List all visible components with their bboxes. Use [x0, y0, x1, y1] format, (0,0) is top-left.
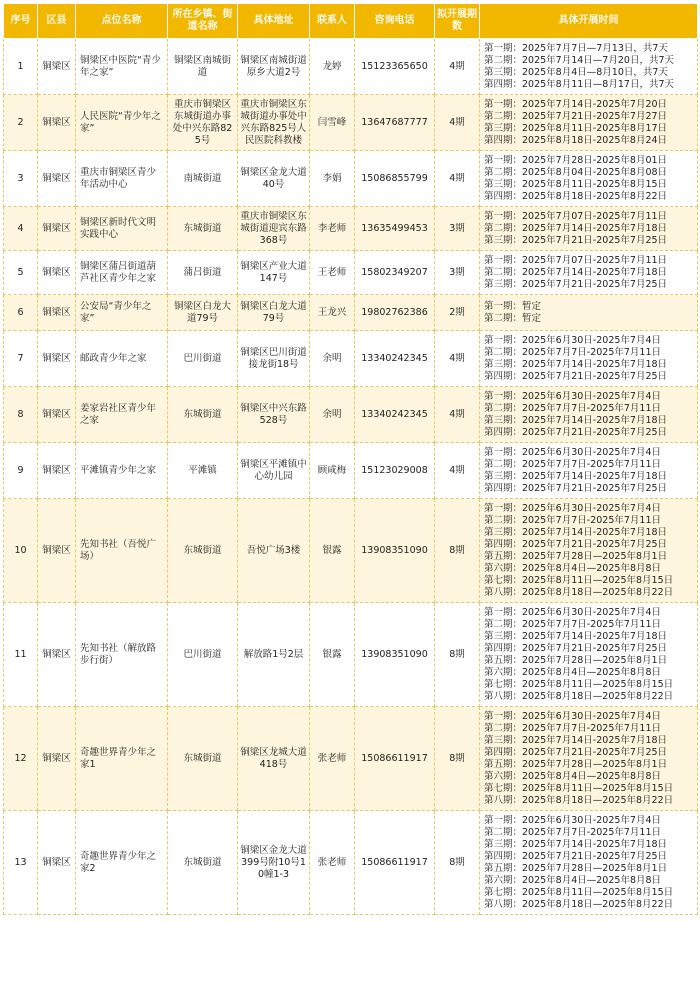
- schedule-line: 第四期：2025年8月11日—8月17日，共7天: [484, 78, 674, 90]
- cell-seq: 12: [4, 707, 38, 811]
- cell-phone: 13908351090: [355, 603, 435, 707]
- cell-contact: 王龙兴: [310, 295, 355, 331]
- table-row: [4, 499, 698, 603]
- cell-address: 铜梁区金龙大道40号: [238, 151, 310, 207]
- schedule-line: 第三期：2025年7月21日-2025年7月25日: [484, 234, 668, 246]
- schedule-line: 第一期：2025年6月30日-2025年7月4日: [484, 606, 662, 618]
- cell-contact: 闫雪峰: [310, 95, 355, 151]
- header-address: 具体地址: [238, 4, 310, 39]
- schedule-line: 第二期：2025年7月7日-2025年7月11日: [484, 458, 662, 470]
- cell-schedule: [480, 443, 698, 499]
- cell-phone: 15123365650: [355, 39, 435, 95]
- schedule-line: 第三期：2025年7月14日-2025年7月18日: [484, 838, 668, 850]
- cell-phone: 13908351090: [355, 499, 435, 603]
- schedule-line: 第二期：2025年7月7日-2025年7月11日: [484, 826, 662, 838]
- table-row: [4, 443, 698, 499]
- cell-address: 重庆市铜梁区东城街道迎宾东路368号: [238, 207, 310, 251]
- schedule-line: 第八期：2025年8月18日—2025年8月22日: [484, 690, 674, 702]
- cell-seq: 5: [4, 251, 38, 295]
- cell-phone: 15086855799: [355, 151, 435, 207]
- cell-periods: 4期: [435, 443, 480, 499]
- cell-periods: 8期: [435, 811, 480, 915]
- schedule-table: [3, 3, 698, 915]
- schedule-line: 第二期：2025年8月04日-2025年8月08日: [484, 166, 668, 178]
- schedule-line: 第二期：2025年7月7日-2025年7月11日: [484, 722, 662, 734]
- cell-contact: 余明: [310, 387, 355, 443]
- cell-contact: 顾咸梅: [310, 443, 355, 499]
- schedule-line: 第八期：2025年8月18日—2025年8月22日: [484, 898, 674, 910]
- cell-site-name: 铜梁区中医院“青少年之家”: [76, 39, 168, 95]
- cell-county: 铜梁区: [38, 707, 76, 811]
- cell-site-name: 邮政青少年之家: [76, 331, 168, 387]
- cell-periods: 8期: [435, 603, 480, 707]
- header-periods: 拟开展期数: [435, 4, 480, 39]
- cell-address: 铜梁区巴川街道接龙街18号: [238, 331, 310, 387]
- cell-phone: 13340242345: [355, 331, 435, 387]
- schedule-line: 第一期：2025年7月7日—7月13日，共7天: [484, 42, 668, 54]
- cell-site-name: 平滩镇青少年之家: [76, 443, 168, 499]
- cell-seq: 1: [4, 39, 38, 95]
- schedule-line: 第二期：2025年7月7日-2025年7月11日: [484, 618, 662, 630]
- cell-phone: 13647687777: [355, 95, 435, 151]
- cell-county: 铜梁区: [38, 251, 76, 295]
- schedule-line: 第六期：2025年8月4日—2025年8月8日: [484, 770, 662, 782]
- cell-schedule: [480, 295, 698, 331]
- cell-town: 巴川街道: [168, 603, 238, 707]
- cell-schedule: [480, 331, 698, 387]
- cell-site-name: 姜家岩社区青少年之家: [76, 387, 168, 443]
- cell-seq: 10: [4, 499, 38, 603]
- table-row: [4, 811, 698, 915]
- header-schedule: 具体开展时间: [480, 4, 698, 39]
- cell-address: 铜梁区金龙大道399号附10号10幢1-3: [238, 811, 310, 915]
- schedule-line: 第三期：2025年8月11日-2025年8月15日: [484, 178, 668, 190]
- cell-seq: 13: [4, 811, 38, 915]
- cell-seq: 3: [4, 151, 38, 207]
- cell-periods: 4期: [435, 95, 480, 151]
- cell-county: 铜梁区: [38, 331, 76, 387]
- header-county: 区县: [38, 4, 76, 39]
- cell-periods: 4期: [435, 151, 480, 207]
- table-row: [4, 603, 698, 707]
- cell-schedule: [480, 95, 698, 151]
- schedule-line: 第一期：2025年6月30日-2025年7月4日: [484, 502, 662, 514]
- cell-schedule: [480, 151, 698, 207]
- cell-phone: 15086611917: [355, 811, 435, 915]
- schedule-line: 第二期：2025年7月21日-2025年7月27日: [484, 110, 668, 122]
- schedule-line: 第一期：2025年6月30日-2025年7月4日: [484, 814, 662, 826]
- schedule-line: 第四期：2025年7月21日-2025年7月25日: [484, 746, 668, 758]
- cell-contact: 王老师: [310, 251, 355, 295]
- schedule-line: 第三期：2025年7月14日-2025年7月18日: [484, 470, 668, 482]
- cell-site-name: 铜梁区蒲吕街道葫芦社区青少年之家: [76, 251, 168, 295]
- schedule-line: 第三期：2025年7月14日-2025年7月18日: [484, 358, 668, 370]
- table-row: [4, 207, 698, 251]
- schedule-line: 第一期：2025年7月14日-2025年7月20日: [484, 98, 668, 110]
- cell-site-name: 铜梁区新时代文明实践中心: [76, 207, 168, 251]
- schedule-line: 第二期：2025年7月7日-2025年7月11日: [484, 514, 662, 526]
- cell-address: 铜梁区平滩镇中心幼儿园: [238, 443, 310, 499]
- schedule-line: 第七期：2025年8月11日—2025年8月15日: [484, 782, 674, 794]
- schedule-line: 第四期：2025年7月21日-2025年7月25日: [484, 850, 668, 862]
- schedule-line: 第一期：2025年7月07日-2025年7月11日: [484, 210, 668, 222]
- table-row: [4, 151, 698, 207]
- cell-periods: 4期: [435, 387, 480, 443]
- cell-contact: 李娟: [310, 151, 355, 207]
- cell-address: 解放路1号2层: [238, 603, 310, 707]
- cell-site-name: 先知书社（吾悦广场）: [76, 499, 168, 603]
- schedule-line: 第一期：2025年6月30日-2025年7月4日: [484, 710, 662, 722]
- table-row: [4, 95, 698, 151]
- header-contact: 联系人: [310, 4, 355, 39]
- schedule-line: 第二期：暂定: [484, 312, 542, 324]
- cell-phone: 19802762386: [355, 295, 435, 331]
- cell-seq: 8: [4, 387, 38, 443]
- table-row: [4, 251, 698, 295]
- cell-county: 铜梁区: [38, 207, 76, 251]
- cell-seq: 9: [4, 443, 38, 499]
- cell-contact: 张老师: [310, 811, 355, 915]
- schedule-line: 第一期：2025年6月30日-2025年7月4日: [484, 390, 662, 402]
- cell-town: 平滩镇: [168, 443, 238, 499]
- schedule-line: 第一期：2025年7月07日-2025年7月11日: [484, 254, 668, 266]
- schedule-line: 第三期：2025年7月14日-2025年7月18日: [484, 734, 668, 746]
- cell-address: 铜梁区产业大道147号: [238, 251, 310, 295]
- schedule-line: 第三期：2025年7月14日-2025年7月18日: [484, 526, 668, 538]
- cell-schedule: [480, 251, 698, 295]
- cell-county: 铜梁区: [38, 811, 76, 915]
- header-phone: 咨询电话: [355, 4, 435, 39]
- cell-town: 蒲吕街道: [168, 251, 238, 295]
- schedule-line: 第四期：2025年7月21日-2025年7月25日: [484, 426, 668, 438]
- schedule-line: 第七期：2025年8月11日—2025年8月15日: [484, 574, 674, 586]
- table-row: [4, 295, 698, 331]
- schedule-line: 第七期：2025年8月11日—2025年8月15日: [484, 886, 674, 898]
- cell-phone: 13340242345: [355, 387, 435, 443]
- cell-town: 巴川街道: [168, 331, 238, 387]
- schedule-line: 第三期：2025年7月14日-2025年7月18日: [484, 414, 668, 426]
- cell-town: 铜梁区南城街道: [168, 39, 238, 95]
- cell-schedule: [480, 387, 698, 443]
- header-seq: 序号: [4, 4, 38, 39]
- table-row: [4, 707, 698, 811]
- header-row: [4, 4, 698, 39]
- cell-town: 东城街道: [168, 811, 238, 915]
- cell-town: 东城街道: [168, 207, 238, 251]
- cell-town: 铜梁区白龙大道79号: [168, 295, 238, 331]
- cell-address: 重庆市铜梁区东城街道办事处中兴东路825号人民医院科教楼: [238, 95, 310, 151]
- schedule-line: 第一期：2025年7月28日-2025年8月01日: [484, 154, 668, 166]
- cell-county: 铜梁区: [38, 603, 76, 707]
- schedule-line: 第四期：2025年7月21日-2025年7月25日: [484, 538, 668, 550]
- cell-county: 铜梁区: [38, 39, 76, 95]
- cell-phone: 15123029008: [355, 443, 435, 499]
- schedule-line: 第四期：2025年7月21日-2025年7月25日: [484, 642, 668, 654]
- cell-county: 铜梁区: [38, 499, 76, 603]
- schedule-line: 第三期：2025年7月21日-2025年7月25日: [484, 278, 668, 290]
- cell-address: 铜梁区中兴东路528号: [238, 387, 310, 443]
- schedule-line: 第二期：2025年7月14日-2025年7月18日: [484, 266, 668, 278]
- schedule-line: 第七期：2025年8月11日—2025年8月15日: [484, 678, 674, 690]
- cell-phone: 15086611917: [355, 707, 435, 811]
- cell-town: 南城街道: [168, 151, 238, 207]
- cell-schedule: [480, 707, 698, 811]
- schedule-line: 第六期：2025年8月4日—2025年8月8日: [484, 562, 662, 574]
- cell-schedule: [480, 39, 698, 95]
- cell-address: 吾悦广场3楼: [238, 499, 310, 603]
- schedule-line: 第五期：2025年7月28日—2025年8月1日: [484, 862, 668, 874]
- cell-schedule: [480, 499, 698, 603]
- schedule-line: 第三期：2025年8月11日-2025年8月17日: [484, 122, 668, 134]
- schedule-line: 第二期：2025年7月14日-2025年7月18日: [484, 222, 668, 234]
- cell-county: 铜梁区: [38, 387, 76, 443]
- cell-contact: 李老师: [310, 207, 355, 251]
- schedule-line: 第三期：2025年7月14日-2025年7月18日: [484, 630, 668, 642]
- cell-contact: 张老师: [310, 707, 355, 811]
- schedule-line: 第一期：2025年6月30日-2025年7月4日: [484, 334, 662, 346]
- cell-contact: 余明: [310, 331, 355, 387]
- cell-periods: 2期: [435, 295, 480, 331]
- cell-seq: 2: [4, 95, 38, 151]
- schedule-line: 第四期：2025年8月18日-2025年8月24日: [484, 134, 668, 146]
- cell-periods: 4期: [435, 39, 480, 95]
- cell-seq: 11: [4, 603, 38, 707]
- schedule-line: 第五期：2025年7月28日—2025年8月1日: [484, 550, 668, 562]
- cell-site-name: 人民医院“青少年之家”: [76, 95, 168, 151]
- cell-county: 铜梁区: [38, 95, 76, 151]
- schedule-line: 第三期：2025年8月4日—8月10日，共7天: [484, 66, 668, 78]
- schedule-line: 第八期：2025年8月18日—2025年8月22日: [484, 794, 674, 806]
- cell-town: 东城街道: [168, 499, 238, 603]
- table-body: [4, 39, 698, 915]
- cell-site-name: 奇趣世界青少年之家2: [76, 811, 168, 915]
- header-site: 点位名称: [76, 4, 168, 39]
- cell-contact: 龙婷: [310, 39, 355, 95]
- cell-town: 东城街道: [168, 707, 238, 811]
- cell-town: 东城街道: [168, 387, 238, 443]
- cell-contact: 银露: [310, 603, 355, 707]
- cell-site-name: 奇趣世界青少年之家1: [76, 707, 168, 811]
- table-row: [4, 39, 698, 95]
- cell-contact: 银露: [310, 499, 355, 603]
- cell-periods: 8期: [435, 499, 480, 603]
- schedule-line: 第六期：2025年8月4日—2025年8月8日: [484, 874, 662, 886]
- cell-periods: 3期: [435, 251, 480, 295]
- cell-schedule: [480, 603, 698, 707]
- cell-periods: 3期: [435, 207, 480, 251]
- table-row: [4, 331, 698, 387]
- cell-schedule: [480, 811, 698, 915]
- schedule-line: 第二期：2025年7月7日-2025年7月11日: [484, 402, 662, 414]
- cell-seq: 6: [4, 295, 38, 331]
- schedule-line: 第五期：2025年7月28日—2025年8月1日: [484, 654, 668, 666]
- cell-schedule: [480, 207, 698, 251]
- schedule-line: 第四期：2025年8月18日-2025年8月22日: [484, 190, 668, 202]
- cell-phone: 15802349207: [355, 251, 435, 295]
- cell-county: 铜梁区: [38, 151, 76, 207]
- cell-county: 铜梁区: [38, 295, 76, 331]
- cell-town: 重庆市铜梁区东城街道办事处中兴东路825号: [168, 95, 238, 151]
- schedule-line: 第一期：2025年6月30日-2025年7月4日: [484, 446, 662, 458]
- cell-site-name: 公安局“青少年之家”: [76, 295, 168, 331]
- cell-phone: 13635499453: [355, 207, 435, 251]
- cell-periods: 8期: [435, 707, 480, 811]
- schedule-line: 第四期：2025年7月21日-2025年7月25日: [484, 370, 668, 382]
- cell-site-name: 重庆市铜梁区青少年活动中心: [76, 151, 168, 207]
- schedule-line: 第一期：暂定: [484, 300, 542, 312]
- schedule-line: 第五期：2025年7月28日—2025年8月1日: [484, 758, 668, 770]
- cell-address: 铜梁区南城街道原乡大道2号: [238, 39, 310, 95]
- cell-county: 铜梁区: [38, 443, 76, 499]
- cell-periods: 4期: [435, 331, 480, 387]
- schedule-line: 第八期：2025年8月18日—2025年8月22日: [484, 586, 674, 598]
- schedule-line: 第二期：2025年7月14日—7月20日，共7天: [484, 54, 674, 66]
- schedule-line: 第二期：2025年7月7日-2025年7月11日: [484, 346, 662, 358]
- cell-address: 铜梁区龙城大道418号: [238, 707, 310, 811]
- schedule-line: 第六期：2025年8月4日—2025年8月8日: [484, 666, 662, 678]
- cell-seq: 4: [4, 207, 38, 251]
- header-town: 所在乡镇、街道名称: [168, 4, 238, 39]
- cell-seq: 7: [4, 331, 38, 387]
- table-row: [4, 387, 698, 443]
- cell-address: 铜梁区白龙大道79号: [238, 295, 310, 331]
- cell-site-name: 先知书社（解放路步行街）: [76, 603, 168, 707]
- schedule-line: 第四期：2025年7月21日-2025年7月25日: [484, 482, 668, 494]
